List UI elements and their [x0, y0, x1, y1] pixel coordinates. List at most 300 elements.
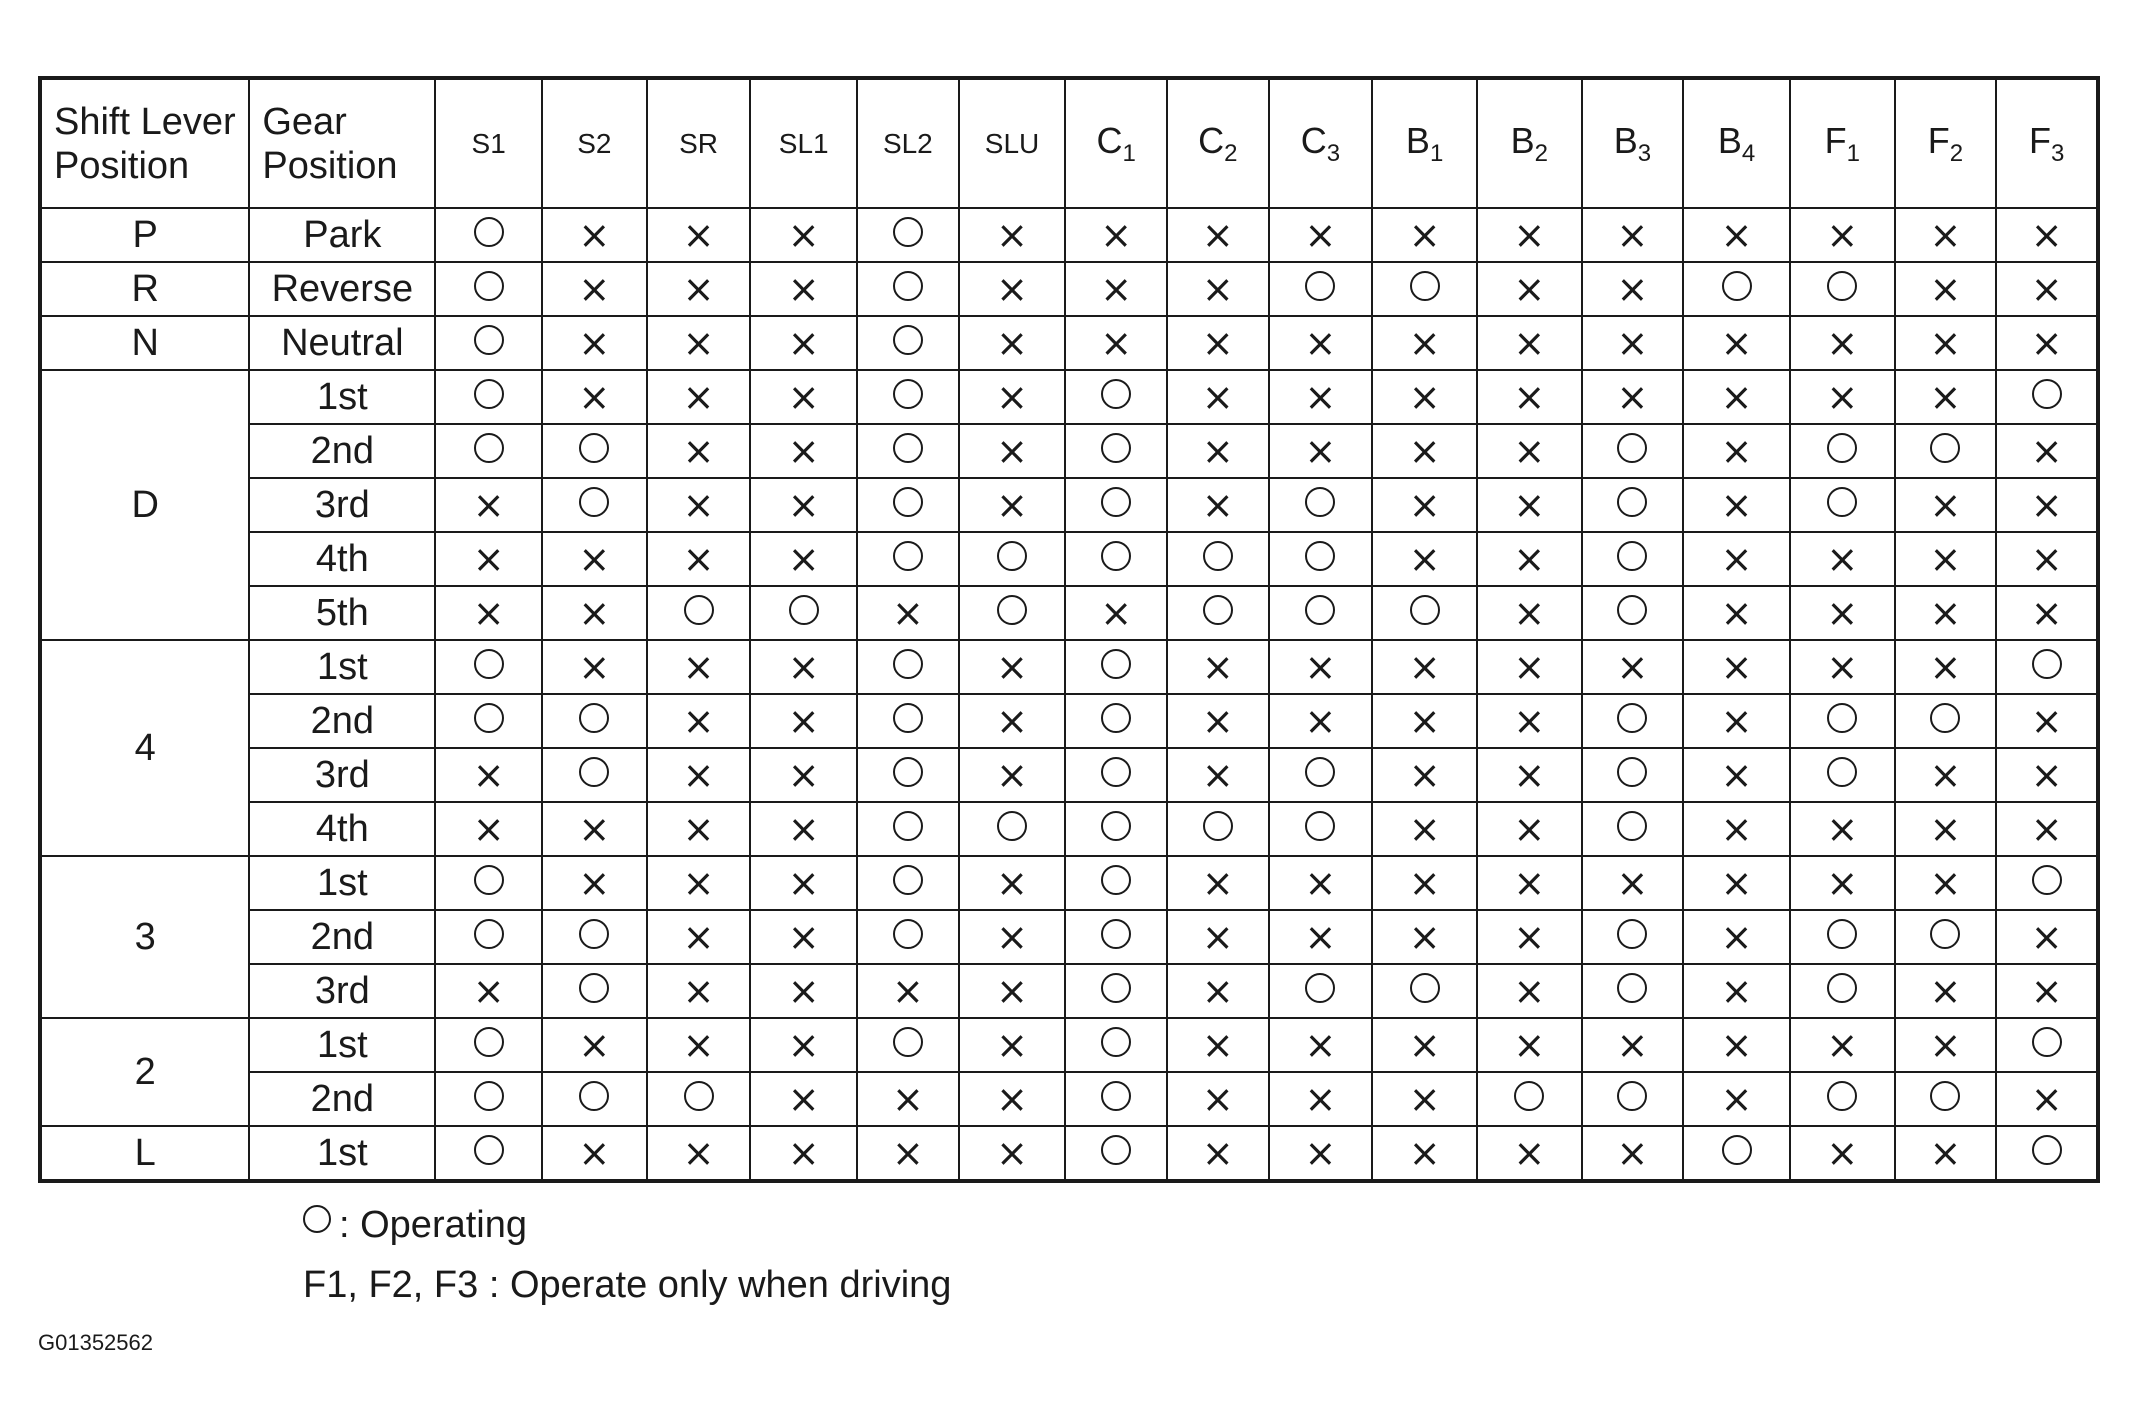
operation-mark-cell: [1582, 856, 1684, 910]
gear-position-cell: 2nd: [249, 910, 435, 964]
not-operating-cross-icon: ×: [1201, 1077, 1234, 1121]
operating-circle-icon: [579, 703, 609, 733]
operation-mark-cell: [647, 1072, 751, 1126]
operation-mark-cell: [1167, 856, 1269, 910]
operation-mark-cell: [1269, 1018, 1373, 1072]
operation-mark-cell: [1683, 1072, 1790, 1126]
operating-circle-icon: [474, 379, 504, 409]
operation-mark-cell: [959, 964, 1066, 1018]
not-operating-cross-icon: ×: [2030, 429, 2063, 473]
operation-mark-cell: [750, 1072, 857, 1126]
not-operating-cross-icon: ×: [1408, 861, 1441, 905]
operation-mark-cell: [1996, 748, 2098, 802]
not-operating-cross-icon: ×: [787, 1023, 820, 1067]
not-operating-cross-icon: ×: [578, 807, 611, 851]
not-operating-cross-icon: ×: [1826, 537, 1859, 581]
operating-circle-icon: [1827, 271, 1857, 301]
operation-mark-cell: [1895, 964, 1997, 1018]
not-operating-cross-icon: ×: [1929, 213, 1962, 257]
operating-circle-icon: [474, 649, 504, 679]
not-operating-cross-icon: ×: [472, 537, 505, 581]
operation-mark-cell: [857, 1072, 959, 1126]
operation-mark-cell: [435, 370, 542, 424]
not-operating-cross-icon: ×: [1826, 375, 1859, 419]
operation-mark-cell: [750, 1018, 857, 1072]
operation-mark-cell: [1477, 964, 1582, 1018]
component-base: SR: [679, 127, 718, 159]
not-operating-cross-icon: ×: [1720, 753, 1753, 797]
operation-mark-cell: [1683, 694, 1790, 748]
not-operating-cross-icon: ×: [1408, 429, 1441, 473]
operation-mark-cell: [1167, 532, 1269, 586]
not-operating-cross-icon: ×: [1304, 699, 1337, 743]
not-operating-cross-icon: ×: [1513, 537, 1546, 581]
operation-mark-cell: [959, 640, 1066, 694]
operation-mark-cell: [1790, 1018, 1895, 1072]
operation-mark-cell: [1372, 262, 1477, 316]
operation-mark-cell: [1167, 802, 1269, 856]
operation-mark-cell: [1372, 370, 1477, 424]
legend: [303, 1195, 951, 1315]
component-subscript: 2: [1534, 139, 1548, 167]
operation-mark-cell: [1996, 856, 2098, 910]
component-header: [1996, 78, 2098, 208]
legend-note: F1, F2, F3 : Operate only when driving: [303, 1264, 952, 1306]
operation-mark-cell: [435, 532, 542, 586]
component-header: [647, 78, 751, 208]
table-row: [40, 586, 2098, 640]
operation-mark-cell: [1167, 910, 1269, 964]
operation-mark-cell: [959, 1018, 1066, 1072]
operation-mark-cell: [1582, 640, 1684, 694]
operating-circle-icon: [1827, 433, 1857, 463]
operation-mark-cell: [1895, 586, 1997, 640]
component-header: [1790, 78, 1895, 208]
not-operating-cross-icon: ×: [787, 753, 820, 797]
not-operating-cross-icon: ×: [682, 375, 715, 419]
operating-circle-icon: [474, 703, 504, 733]
gear-position-header: [249, 78, 435, 208]
operation-mark-cell: [1683, 910, 1790, 964]
gear-position-cell: 4th: [249, 802, 435, 856]
operation-mark-cell: [1895, 748, 1997, 802]
operating-circle-icon: [893, 217, 923, 247]
operation-mark-cell: [1895, 910, 1997, 964]
operation-mark-cell: [1790, 370, 1895, 424]
not-operating-cross-icon: ×: [1929, 483, 1962, 527]
operation-mark-cell: [1790, 586, 1895, 640]
table-row: [40, 262, 2098, 316]
operation-mark-cell: [1477, 586, 1582, 640]
operation-mark-cell: [1895, 640, 1997, 694]
gear-position-cell: 2nd: [249, 424, 435, 478]
operation-mark-cell: [1167, 1126, 1269, 1181]
component-header: [1372, 78, 1477, 208]
operation-mark-cell: [1269, 424, 1373, 478]
not-operating-cross-icon: ×: [578, 213, 611, 257]
operating-circle-icon: [684, 1081, 714, 1111]
not-operating-cross-icon: ×: [2030, 267, 2063, 311]
not-operating-cross-icon: ×: [1408, 483, 1441, 527]
operation-mark-cell: [857, 856, 959, 910]
component-base: F: [2028, 119, 2051, 161]
not-operating-cross-icon: ×: [472, 807, 505, 851]
operation-mark-cell: [1895, 424, 1997, 478]
operation-mark-cell: [959, 208, 1066, 262]
operation-mark-cell: [750, 478, 857, 532]
operating-circle-icon: [1722, 1135, 1752, 1165]
operation-mark-cell: [1790, 316, 1895, 370]
operation-mark-cell: [1895, 1072, 1997, 1126]
operation-mark-cell: [1683, 370, 1790, 424]
component-base: B: [1405, 119, 1430, 161]
operation-mark-cell: [1065, 586, 1167, 640]
operating-circle-icon: [474, 1027, 504, 1057]
operation-mark-cell: [1582, 316, 1684, 370]
operation-mark-cell: [1996, 1126, 2098, 1181]
table-row: [40, 532, 2098, 586]
not-operating-cross-icon: ×: [1513, 699, 1546, 743]
not-operating-cross-icon: ×: [1929, 321, 1962, 365]
operating-circle-icon: [1930, 919, 1960, 949]
operation-mark-cell: [1582, 1018, 1684, 1072]
not-operating-cross-icon: ×: [1408, 645, 1441, 689]
not-operating-cross-icon: ×: [996, 1131, 1028, 1175]
operation-mark-cell: [750, 964, 857, 1018]
operation-mark-cell: [1372, 1018, 1477, 1072]
not-operating-cross-icon: ×: [1513, 483, 1546, 527]
operation-mark-cell: [1269, 802, 1373, 856]
operating-circle-icon: [893, 649, 923, 679]
operation-mark-cell: [1996, 532, 2098, 586]
operation-mark-cell: [1269, 748, 1373, 802]
not-operating-cross-icon: ×: [682, 861, 715, 905]
operation-mark-cell: [1167, 424, 1269, 478]
operation-mark-cell: [435, 694, 542, 748]
operating-circle-icon: [1101, 433, 1131, 463]
operation-mark-cell: [959, 478, 1066, 532]
operation-mark-cell: [1895, 802, 1997, 856]
operation-mark-cell: [1269, 1072, 1373, 1126]
operation-mark-cell: [1683, 586, 1790, 640]
operation-mark-cell: [1683, 478, 1790, 532]
operation-mark-cell: [857, 424, 959, 478]
not-operating-cross-icon: ×: [1720, 915, 1753, 959]
not-operating-cross-icon: ×: [2030, 321, 2063, 365]
operating-circle-icon: [1617, 703, 1647, 733]
not-operating-cross-icon: ×: [2030, 699, 2063, 743]
operation-mark-cell: [542, 910, 647, 964]
operation-mark-cell: [647, 586, 751, 640]
not-operating-cross-icon: ×: [1720, 1077, 1753, 1121]
component-base: C: [1300, 119, 1327, 161]
not-operating-cross-icon: ×: [891, 1131, 924, 1175]
operating-circle-icon: [789, 595, 819, 625]
operation-mark-cell: [1065, 478, 1167, 532]
operating-circle-icon: [1410, 595, 1440, 625]
not-operating-cross-icon: ×: [682, 753, 715, 797]
not-operating-cross-icon: ×: [1408, 1131, 1441, 1175]
operation-mark-cell: [959, 586, 1066, 640]
operation-mark-cell: [1065, 1126, 1167, 1181]
operating-circle-icon: [1305, 811, 1335, 841]
not-operating-cross-icon: ×: [1720, 429, 1753, 473]
operation-mark-cell: [1996, 1018, 2098, 1072]
header-row: [40, 78, 2098, 208]
component-base: SL1: [778, 127, 829, 159]
operation-mark-cell: [435, 1072, 542, 1126]
operating-circle-icon: [2032, 1135, 2062, 1165]
table-row: [40, 208, 2098, 262]
operation-mark-cell: [1895, 262, 1997, 316]
operation-mark-cell: [1895, 532, 1997, 586]
not-operating-cross-icon: ×: [1616, 1131, 1649, 1175]
operation-mark-cell: [1996, 802, 2098, 856]
not-operating-cross-icon: ×: [682, 267, 715, 311]
operating-circle-icon: [474, 433, 504, 463]
operation-mark-cell: [750, 748, 857, 802]
operation-mark-cell: [1269, 316, 1373, 370]
operation-mark-cell: [1372, 856, 1477, 910]
operation-mark-cell: [647, 856, 751, 910]
not-operating-cross-icon: ×: [682, 321, 715, 365]
not-operating-cross-icon: ×: [1720, 699, 1753, 743]
operation-mark-cell: [1372, 802, 1477, 856]
operation-mark-cell: [857, 802, 959, 856]
operation-mark-cell: [1582, 802, 1684, 856]
operation-mark-cell: [1895, 316, 1997, 370]
not-operating-cross-icon: ×: [1201, 753, 1234, 797]
component-base: B: [1510, 119, 1535, 161]
operation-mark-cell: [1683, 1126, 1790, 1181]
not-operating-cross-icon: ×: [787, 645, 820, 689]
operation-mark-cell: [1790, 748, 1895, 802]
operation-mark-cell: [1167, 640, 1269, 694]
not-operating-cross-icon: ×: [1513, 321, 1546, 365]
not-operating-cross-icon: ×: [996, 699, 1028, 743]
operation-mark-cell: [1477, 1126, 1582, 1181]
operation-mark-cell: [435, 424, 542, 478]
not-operating-cross-icon: ×: [472, 753, 505, 797]
operation-mark-cell: [1790, 424, 1895, 478]
not-operating-cross-icon: ×: [1304, 861, 1337, 905]
operation-mark-cell: [1790, 910, 1895, 964]
operating-circle-icon: [579, 973, 609, 1003]
operation-mark-cell: [1790, 694, 1895, 748]
component-subscript: 2: [1224, 139, 1238, 167]
component-subscript: 2: [1949, 139, 1964, 167]
operation-mark-cell: [959, 424, 1066, 478]
operation-mark-cell: [1477, 748, 1582, 802]
table-row: [40, 424, 2098, 478]
operating-circle-icon: [1101, 757, 1131, 787]
operating-circle-icon: [893, 325, 923, 355]
component-base: F: [1927, 119, 1950, 161]
operating-circle-icon: [1617, 595, 1647, 625]
operating-circle-icon: [684, 595, 714, 625]
operation-mark-cell: [647, 640, 751, 694]
operating-circle-icon: [893, 541, 923, 571]
shift-lever-position-cell: 4: [40, 640, 249, 856]
gear-position-cell: Neutral: [249, 316, 435, 370]
operation-mark-cell: [1790, 262, 1895, 316]
operation-mark-cell: [647, 262, 751, 316]
not-operating-cross-icon: ×: [1616, 321, 1649, 365]
operation-mark-cell: [857, 532, 959, 586]
not-operating-cross-icon: ×: [1616, 1023, 1649, 1067]
not-operating-cross-icon: ×: [682, 645, 715, 689]
operation-mark-cell: [1790, 478, 1895, 532]
operating-circle-icon: [893, 919, 923, 949]
not-operating-cross-icon: ×: [1513, 915, 1546, 959]
not-operating-cross-icon: ×: [682, 483, 715, 527]
operation-mark-cell: [647, 694, 751, 748]
not-operating-cross-icon: ×: [1720, 591, 1753, 635]
not-operating-cross-icon: ×: [1304, 321, 1337, 365]
not-operating-cross-icon: ×: [1513, 591, 1546, 635]
component-subscript: 4: [1741, 139, 1756, 167]
operating-circle-icon: [1305, 973, 1335, 1003]
component-subscript: 1: [1846, 139, 1860, 167]
component-header: [1895, 78, 1997, 208]
operation-mark-cell: [857, 1018, 959, 1072]
operating-circle-icon: [1305, 595, 1335, 625]
not-operating-cross-icon: ×: [682, 807, 715, 851]
operating-circle-icon: [1930, 433, 1960, 463]
operation-mark-cell: [1269, 586, 1373, 640]
not-operating-cross-icon: ×: [472, 483, 505, 527]
operation-mark-cell: [1065, 856, 1167, 910]
not-operating-cross-icon: ×: [682, 1131, 715, 1175]
operation-mark-cell: [959, 856, 1066, 910]
operation-mark-cell: [1790, 1072, 1895, 1126]
operating-circle-icon: [1617, 433, 1647, 463]
not-operating-cross-icon: ×: [1408, 537, 1441, 581]
not-operating-cross-icon: ×: [1408, 1077, 1441, 1121]
operating-circle-icon: [893, 811, 923, 841]
operation-mark-cell: [1996, 640, 2098, 694]
operation-mark-cell: [1996, 208, 2098, 262]
not-operating-cross-icon: ×: [1616, 375, 1649, 419]
operating-circle-icon: [1101, 865, 1131, 895]
operating-circle-icon: [2032, 1027, 2062, 1057]
operation-mark-cell: [1790, 802, 1895, 856]
operation-mark-cell: [647, 748, 751, 802]
legend-operating: [303, 1195, 951, 1255]
operation-mark-cell: [1996, 262, 2098, 316]
operation-mark-cell: [857, 964, 959, 1018]
not-operating-cross-icon: ×: [1720, 375, 1753, 419]
operation-mark-cell: [1269, 694, 1373, 748]
operation-mark-cell: [435, 478, 542, 532]
operation-mark-cell: [1683, 856, 1790, 910]
not-operating-cross-icon: ×: [1513, 753, 1546, 797]
not-operating-cross-icon: ×: [1304, 429, 1337, 473]
not-operating-cross-icon: ×: [1304, 915, 1337, 959]
not-operating-cross-icon: ×: [1720, 213, 1753, 257]
not-operating-cross-icon: ×: [578, 267, 611, 311]
operating-circle-icon: [474, 919, 504, 949]
operating-circle-icon: [1827, 487, 1857, 517]
operation-mark-cell: [1895, 1018, 1997, 1072]
not-operating-cross-icon: ×: [682, 699, 715, 743]
not-operating-cross-icon: ×: [787, 375, 820, 419]
not-operating-cross-icon: ×: [2030, 591, 2063, 635]
operating-circle-icon: [1617, 811, 1647, 841]
operation-mark-cell: [857, 910, 959, 964]
gear-position-cell: 1st: [249, 856, 435, 910]
operation-mark-cell: [435, 856, 542, 910]
operation-mark-cell: [542, 1126, 647, 1181]
operation-mark-cell: [1269, 856, 1373, 910]
operation-mark-cell: [1477, 316, 1582, 370]
operation-mark-cell: [1895, 856, 1997, 910]
operating-circle-icon: [474, 217, 504, 247]
operating-circle-icon: [1827, 1081, 1857, 1111]
gear-position-cell: Park: [249, 208, 435, 262]
operation-mark-cell: [959, 1072, 1066, 1126]
operating-circle-icon: [893, 379, 923, 409]
operation-mark-cell: [542, 748, 647, 802]
not-operating-cross-icon: ×: [682, 1023, 715, 1067]
operation-mark-cell: [1790, 208, 1895, 262]
not-operating-cross-icon: ×: [1201, 699, 1234, 743]
operation-mark-cell: [750, 532, 857, 586]
operation-mark-cell: [1477, 694, 1582, 748]
operation-mark-cell: [1582, 694, 1684, 748]
operation-mark-cell: [1477, 1072, 1582, 1126]
operation-mark-cell: [647, 370, 751, 424]
header-line: Position: [262, 144, 398, 187]
not-operating-cross-icon: ×: [1720, 321, 1753, 365]
operating-circle-icon: [1101, 379, 1131, 409]
not-operating-cross-icon: ×: [1720, 537, 1753, 581]
not-operating-cross-icon: ×: [1616, 645, 1649, 689]
operating-circle-icon: [997, 541, 1027, 571]
not-operating-cross-icon: ×: [1100, 591, 1133, 635]
not-operating-cross-icon: ×: [787, 1077, 820, 1121]
operation-mark-cell: [959, 802, 1066, 856]
operation-mark-cell: [1167, 208, 1269, 262]
component-base: C: [1198, 119, 1225, 161]
operation-mark-cell: [750, 262, 857, 316]
not-operating-cross-icon: ×: [1929, 969, 1962, 1013]
gear-position-cell: Reverse: [249, 262, 435, 316]
operation-mark-cell: [1269, 478, 1373, 532]
operation-mark-cell: [1269, 964, 1373, 1018]
operation-mark-cell: [435, 964, 542, 1018]
shift-lever-position-cell: R: [40, 262, 249, 316]
header-line: Gear: [262, 100, 347, 143]
not-operating-cross-icon: ×: [1720, 861, 1753, 905]
operation-mark-cell: [1582, 208, 1684, 262]
gear-position-cell: 1st: [249, 1126, 435, 1181]
operation-mark-cell: [542, 1018, 647, 1072]
operation-mark-cell: [1065, 640, 1167, 694]
operating-circle-icon: [997, 595, 1027, 625]
operating-circle-icon: [893, 1027, 923, 1057]
operation-mark-cell: [1895, 208, 1997, 262]
operation-mark-cell: [1996, 910, 2098, 964]
operation-mark-cell: [857, 316, 959, 370]
operating-circle-icon: [893, 703, 923, 733]
gear-position-cell: 3rd: [249, 748, 435, 802]
component-base: S1: [471, 127, 506, 159]
operation-mark-cell: [959, 370, 1066, 424]
operation-mark-cell: [542, 532, 647, 586]
shift-lever-position-cell: 3: [40, 856, 249, 1018]
operating-circle-icon: [579, 1081, 609, 1111]
